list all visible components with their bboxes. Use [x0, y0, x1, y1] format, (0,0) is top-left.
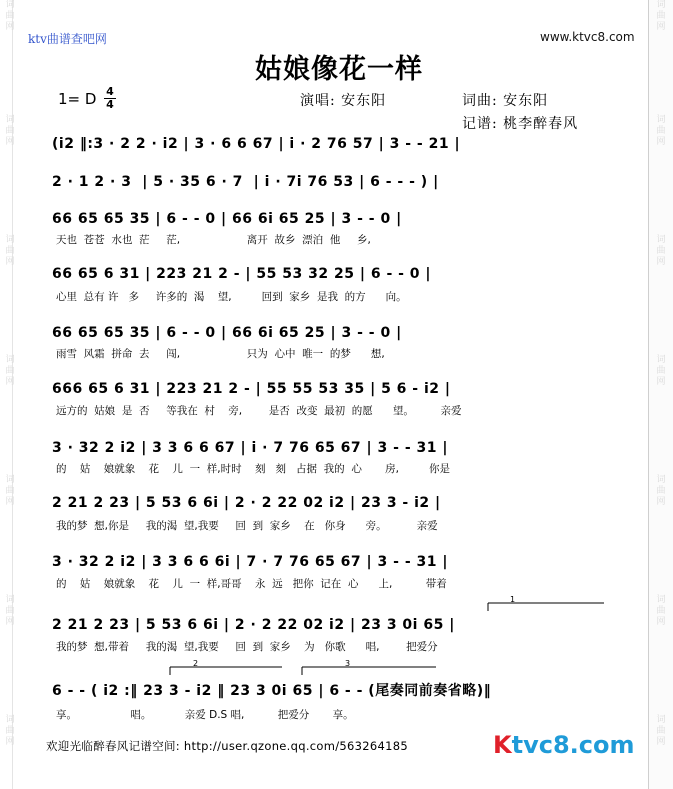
watermark-column-right: [651, 0, 671, 789]
watermark-mark: 词 曲 网: [656, 235, 666, 267]
watermark-mark: 词 曲 网: [5, 115, 15, 147]
third-ending-label: 3: [345, 659, 351, 668]
music-line: 3 · 32 2 i2 | 3 3 6 6 67 | i · 7 76 65 67 | 3 - - 31 |: [52, 440, 448, 456]
music-line: 66 65 65 35 | 6 - - 0 | 66 6i 65 25 | 3 - - 0 |: [52, 325, 402, 341]
second-ending-label: 2: [193, 659, 199, 668]
watermark-mark: 词 曲 网: [656, 595, 666, 627]
lyric-line: 我的梦 想,你是 我的渴 望,我要 回 到 家乡 在 你身 旁。 亲爱: [56, 520, 438, 532]
key-signature: 1= D: [58, 90, 97, 108]
watermark-mark: 词 曲 网: [5, 0, 15, 32]
site-url-right[interactable]: www.ktvc8.com: [540, 30, 635, 44]
watermark-mark: 词 曲 网: [656, 475, 666, 507]
watermark-mark: 词 曲 网: [656, 0, 666, 32]
lyric-line: 雨雪 风霜 拼命 去 闯, 只为 心中 唯一 的梦 想,: [56, 348, 385, 360]
singer-credit: 演唱: 安东阳: [300, 93, 387, 109]
time-signature-top: 4: [104, 86, 116, 99]
lyric-line: 的 姑 娘就象 花 儿 一 样,哥哥 永 远 把你 记在 心 上, 带着: [56, 578, 447, 590]
logo-letter-k: K: [493, 731, 512, 759]
music-line: 2 21 2 23 | 5 53 6 6i | 2 · 2 22 02 i2 | 23 3 - i2 |: [52, 495, 441, 511]
footer-text: 欢迎光临醉春风记谱空间: http://user.qzone.qq.com/563264185: [46, 739, 408, 753]
first-ending-label: 1: [510, 595, 516, 604]
lyric-line: 心里 总有 许 多 许多的 渴 望, 回到 家乡 是我 的方 向。: [56, 291, 407, 303]
watermark-mark: 词 曲 网: [5, 355, 15, 387]
watermark-mark: 词 曲 网: [656, 355, 666, 387]
lyric-line: 我的梦 想,带着 我的渴 望,我要 回 到 家乡 为 你歌 唱, 把爱分: [56, 641, 438, 653]
time-signature: [104, 86, 116, 111]
lyric-line: 的 姑 娘就象 花 儿 一 样,时时 刻 刻 占据 我的 心 房, 你是: [56, 463, 451, 475]
music-line: 2 21 2 23 | 5 53 6 6i | 2 · 2 22 02 i2 | 23 3 0i 65 |: [52, 617, 455, 633]
composer-credit: 词曲: 安东阳: [462, 93, 549, 109]
site-name-left: ktv曲谱查吧网: [28, 32, 107, 46]
time-signature-bottom: 4: [106, 98, 114, 111]
music-line: 66 65 6 31 | 223 21 2 - | 55 53 32 25 | 6 - - 0 |: [52, 266, 432, 282]
music-line: 2 · 1 2 · 3 | 5 · 35 6 · 7 | i · 7i 76 53 | 6 - - - ) |: [52, 174, 439, 190]
music-line: 66 65 65 35 | 6 - - 0 | 66 6i 65 25 | 3 - - 0 |: [52, 211, 402, 227]
watermark-mark: 词 曲 网: [5, 235, 15, 267]
transcriber-credit: 记谱: 桃李醉春风: [462, 116, 579, 132]
music-line: (i2 ‖:3 · 2 2 · i2 | 3 · 6 6 67 | i · 2 76 57 | 3 - - 21 |: [52, 136, 461, 152]
logo-letters-rest: tvc8.com: [511, 731, 635, 759]
watermark-mark: 词 曲 网: [5, 595, 15, 627]
watermark-column-left: [0, 0, 20, 789]
song-title: 姑娘像花一样: [255, 54, 423, 85]
music-line: 6 - - ( i2 :‖ 23 3 - i2 ‖ 23 3 0i 65 | 6 - - (尾奏同前奏省略)‖: [52, 683, 492, 699]
watermark-mark: 词 曲 网: [656, 715, 666, 747]
lyric-line: 享。 唱。 亲爱 D.S 唱, 把爱分 享。: [56, 709, 354, 721]
watermark-mark: 词 曲 网: [5, 475, 15, 507]
watermark-mark: 词 曲 网: [656, 115, 666, 147]
music-line: 3 · 32 2 i2 | 3 3 6 6 6i | 7 · 7 76 65 67 | 3 - - 31 |: [52, 554, 448, 570]
ktvc8-logo[interactable]: [493, 731, 641, 761]
lyric-line: 远方的 姑娘 是 否 等我在 村 旁, 是否 改变 最初 的愿 望。 亲爱: [56, 405, 462, 417]
watermark-mark: 词 曲 网: [5, 715, 15, 747]
music-line: 666 65 6 31 | 223 21 2 - | 55 55 53 35 | 5 6 - i2 |: [52, 381, 451, 397]
lyric-line: 天也 苍苍 水也 茫 茫, 离开 故乡 漂泊 他 乡,: [56, 234, 371, 246]
